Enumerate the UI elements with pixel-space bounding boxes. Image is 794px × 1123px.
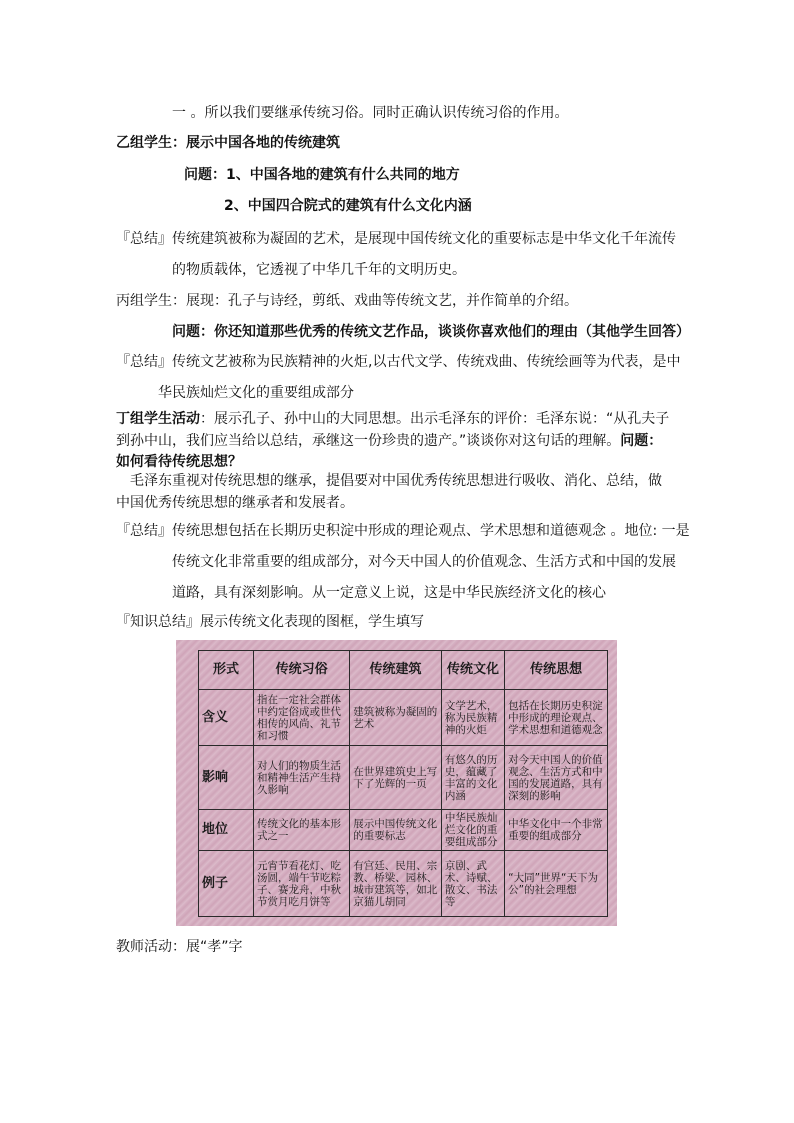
table-row-influence — [199, 746, 608, 810]
group-d-quote-text: 到孙中山，我们应当给以总结，承继这一份珍贵的遗产。”谈谈你对这句话的理解。 — [116, 433, 621, 449]
thought-summary: 『总结』传统思想包括在长期历史积淀中形成的理论观点、学术思想和道德观念 。地位: 一是 — [116, 523, 690, 539]
header-cell-culture: 传统文化 — [441, 651, 504, 690]
table-cell: 京剧、武术、诗赋、散文、书法等 — [441, 851, 504, 917]
thought-summary-cont-1: 传统文化非常重要的组成部分，对今天中国人的价值观念、生活方式和中国的发展 — [172, 554, 676, 570]
teacher-activity: 教师活动：展“孝”字 — [116, 939, 243, 955]
header-cell-customs: 传统习俗 — [254, 651, 350, 690]
group-b-question-1: 问题：1、中国各地的建筑有什么共同的地方 — [184, 167, 460, 183]
group-d-activity — [116, 410, 669, 428]
group-d-text: ：展示孔子、孙中山的大同思想。出示毛泽东的评价：毛泽东说：“从孔夫子 — [200, 411, 670, 427]
table-header-row — [199, 651, 608, 690]
table-cell: 有悠久的历史，蕴藏了丰富的文化内涵 — [441, 746, 504, 810]
table-cell: 对今天中国人的价值观念、生活方式和中国的发展道路，具有深刻的影响 — [505, 746, 608, 810]
architecture-summary: 『总结』传统建筑被称为凝固的艺术，是展现中国传统文化的重要标志是中华文化千年流传 — [116, 231, 676, 247]
mao-thought-paragraph: 毛泽东重视对传统思想的继承，提倡要对中国优秀传统思想进行吸收、消化、总结，做 — [130, 473, 662, 489]
group-d-question-label: 问题： — [620, 433, 663, 449]
table-cell: 传统文化的基本形式之一 — [254, 810, 350, 851]
table-cell: “大同”世界“天下为公”的社会理想 — [505, 851, 608, 917]
table-cell: 元宵节看花灯、吃汤圆，端午节吃粽子、赛龙舟，中秋节赏月吃月饼等 — [254, 851, 350, 917]
header-cell-architecture: 传统建筑 — [350, 651, 442, 690]
row-label: 地位 — [199, 810, 254, 851]
traditional-culture-table — [198, 650, 608, 917]
row-label: 例子 — [199, 851, 254, 917]
table-cell: 展示中国传统文化的重要标志 — [350, 810, 442, 851]
table-cell: 对人们的物质生活和精神生活产生持久影响 — [254, 746, 350, 810]
group-d-question: 如何看待传统思想？ — [116, 454, 242, 470]
row-label: 影响 — [199, 746, 254, 810]
table-row-examples — [199, 851, 608, 917]
continuation-paragraph: 一 。所以我们要继承传统习俗。同时正确认识传统习俗的作用。 — [172, 105, 569, 121]
arts-summary: 『总结』传统文艺被称为民族精神的火炬,以古代文学、传统戏曲、传统绘画等为代表，是中 — [116, 354, 681, 370]
mao-thought-paragraph-cont: 中国优秀传统思想的继承者和发展者。 — [116, 495, 354, 511]
thought-summary-cont-2: 道路，具有深刻影响。从一定意义上说，这是中华民族经济文化的核心 — [172, 585, 606, 601]
knowledge-summary-heading: 『知识总结』展示传统文化表现的图框，学生填写 — [116, 614, 424, 630]
table-cell: 中华民族灿烂文化的重要组成部分 — [441, 810, 504, 851]
table-cell: 建筑被称为凝固的艺术 — [350, 690, 442, 746]
table-cell: 文学艺术，称为民族精神的火炬 — [441, 690, 504, 746]
traditional-culture-table-image — [176, 640, 617, 926]
group-c-question: 问题：你还知道那些优秀的传统文艺作品，谈谈你喜欢他们的理由（其他学生回答） — [172, 324, 690, 340]
table-row-meaning — [199, 690, 608, 746]
arts-summary-cont: 华民族灿烂文化的重要组成部分 — [158, 385, 354, 401]
group-c-heading: 丙组学生：展现：孔子与诗经，剪纸、戏曲等传统文艺，并作简单的介绍。 — [116, 293, 578, 309]
header-cell-form: 形式 — [199, 651, 254, 690]
group-d-label: 丁组学生活动 — [116, 411, 200, 427]
table-cell: 中华文化中一个非常重要的组成部分 — [505, 810, 608, 851]
table-row-status — [199, 810, 608, 851]
table-cell: 在世界建筑史上写下了光辉的一页 — [350, 746, 442, 810]
group-b-question-2: 2、中国四合院式的建筑有什么文化内涵 — [224, 198, 472, 214]
group-d-quote — [116, 432, 662, 450]
table-cell: 包括在长期历史积淀中形成的理论观点、学术思想和道德观念 — [505, 690, 608, 746]
table-cell: 有宫廷、民用、宗教、桥梁、园林、城市建筑等，如北京猫儿胡同 — [350, 851, 442, 917]
row-label: 含义 — [199, 690, 254, 746]
group-b-heading: 乙组学生：展示中国各地的传统建筑 — [116, 135, 340, 151]
table-cell: 指在一定社会群体中约定俗成或世代相传的风尚、礼节和习惯 — [254, 690, 350, 746]
architecture-summary-cont: 的物质载体，它透视了中华几千年的文明历史。 — [172, 262, 466, 278]
header-cell-thought: 传统思想 — [505, 651, 608, 690]
